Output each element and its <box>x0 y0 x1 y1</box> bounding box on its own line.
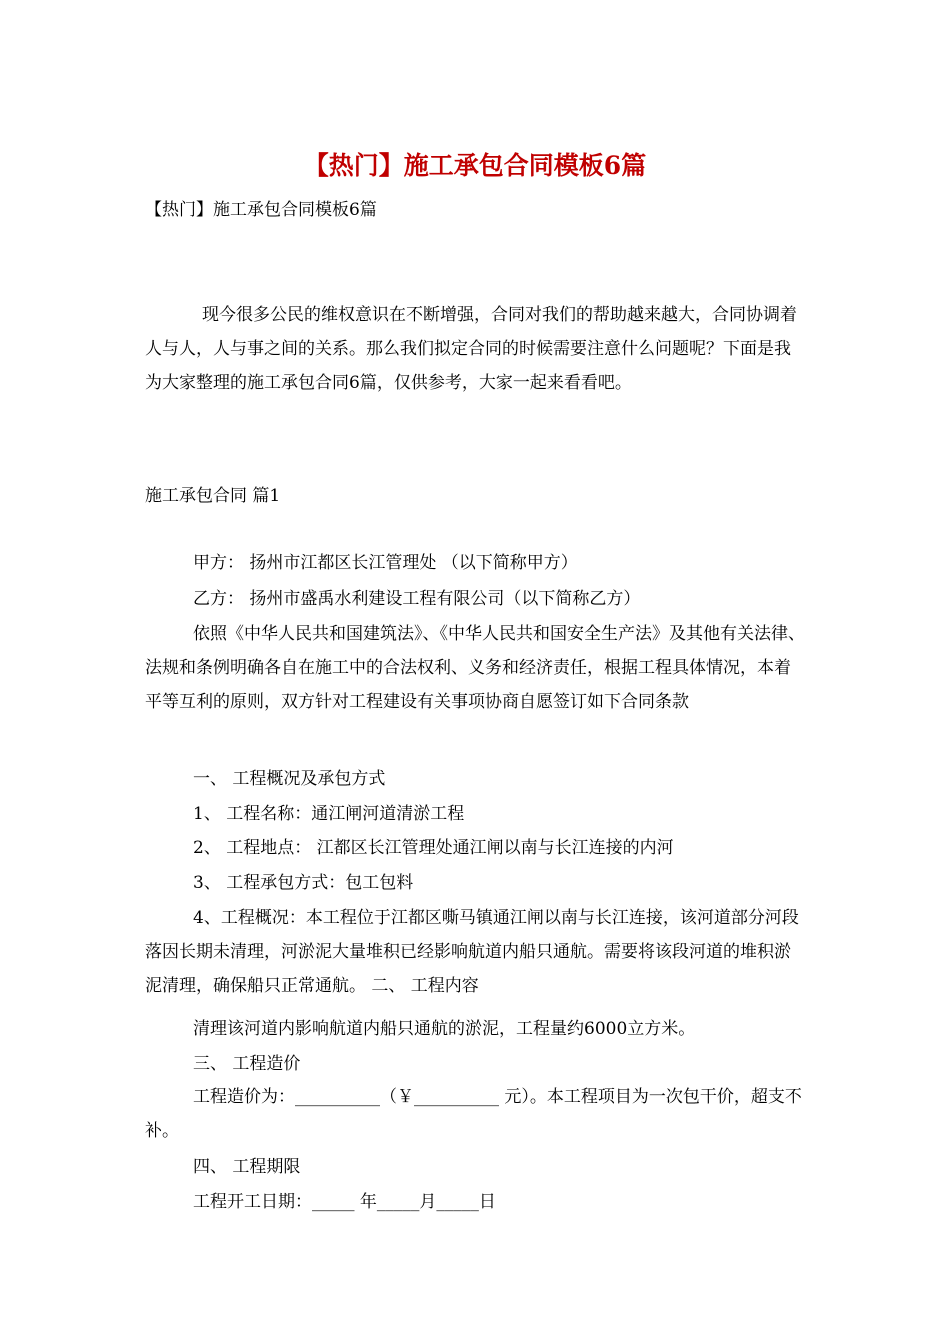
item-3: 3、 工程承包方式：包工包料 <box>193 873 414 893</box>
start-date: 工程开工日期：_____ 年_____月_____日 <box>193 1192 496 1212</box>
item-2: 2、 工程地点： 江都区长江管理处通江闸以南与长江连接的内河 <box>193 838 674 858</box>
section-heading: 施工承包合同 篇1 <box>145 486 281 506</box>
document-title: 【热门】施工承包合同模板6篇 <box>303 151 647 180</box>
clause-1-heading: 一、 工程概况及承包方式 <box>193 769 386 789</box>
price-paragraph: 工程造价为：__________（￥__________ 元）。本工程项目为一次包干价，超支不补。 <box>145 1087 802 1141</box>
item-4-paragraph: 4、工程概况：本工程位于江都区嘶马镇通江闸以南与长江连接，该河道部分河段落因长期未清理，河淤泥大量堆积已经影响航道内船只通航。需要将该段河道的堆积淤泥清理，确保船只正常通航。 二、 工程内容 <box>145 908 799 996</box>
document-subtitle: 【热门】施工承包合同模板6篇 <box>145 200 377 220</box>
party-a: 甲方： 扬州市江都区长江管理处 （以下简称甲方） <box>193 553 578 573</box>
clause-4-heading: 四、 工程期限 <box>193 1157 301 1177</box>
content-paragraph: 清理该河道内影响航道内船只通航的淤泥，工程量约6000立方米。 <box>193 1019 696 1039</box>
item-1: 1、 工程名称：通江闸河道清淤工程 <box>193 804 465 824</box>
intro-paragraph: 现今很多公民的维权意识在不断增强，合同对我们的帮助越来越大，合同协调着人与人，人与事之间的关系。那么我们拟定合同的时候需要注意什么问题呢？下面是我为大家整理的施工承包合同6篇，仅供参考，大家一起来看看吧。 <box>145 305 797 393</box>
clause-3-heading: 三、 工程造价 <box>193 1054 301 1074</box>
party-b: 乙方： 扬州市盛禹水利建设工程有限公司（以下简称乙方） <box>193 589 641 609</box>
basis-paragraph: 依照《中华人民共和国建筑法》、《中华人民共和国安全生产法》及其他有关法律、法规和条例明确各自在施工中的合法权利、义务和经济责任，根据工程具体情况，本着平等互利的原则，双方针对工程建设有关事项协商自愿签订如下合同条款 <box>145 624 805 712</box>
